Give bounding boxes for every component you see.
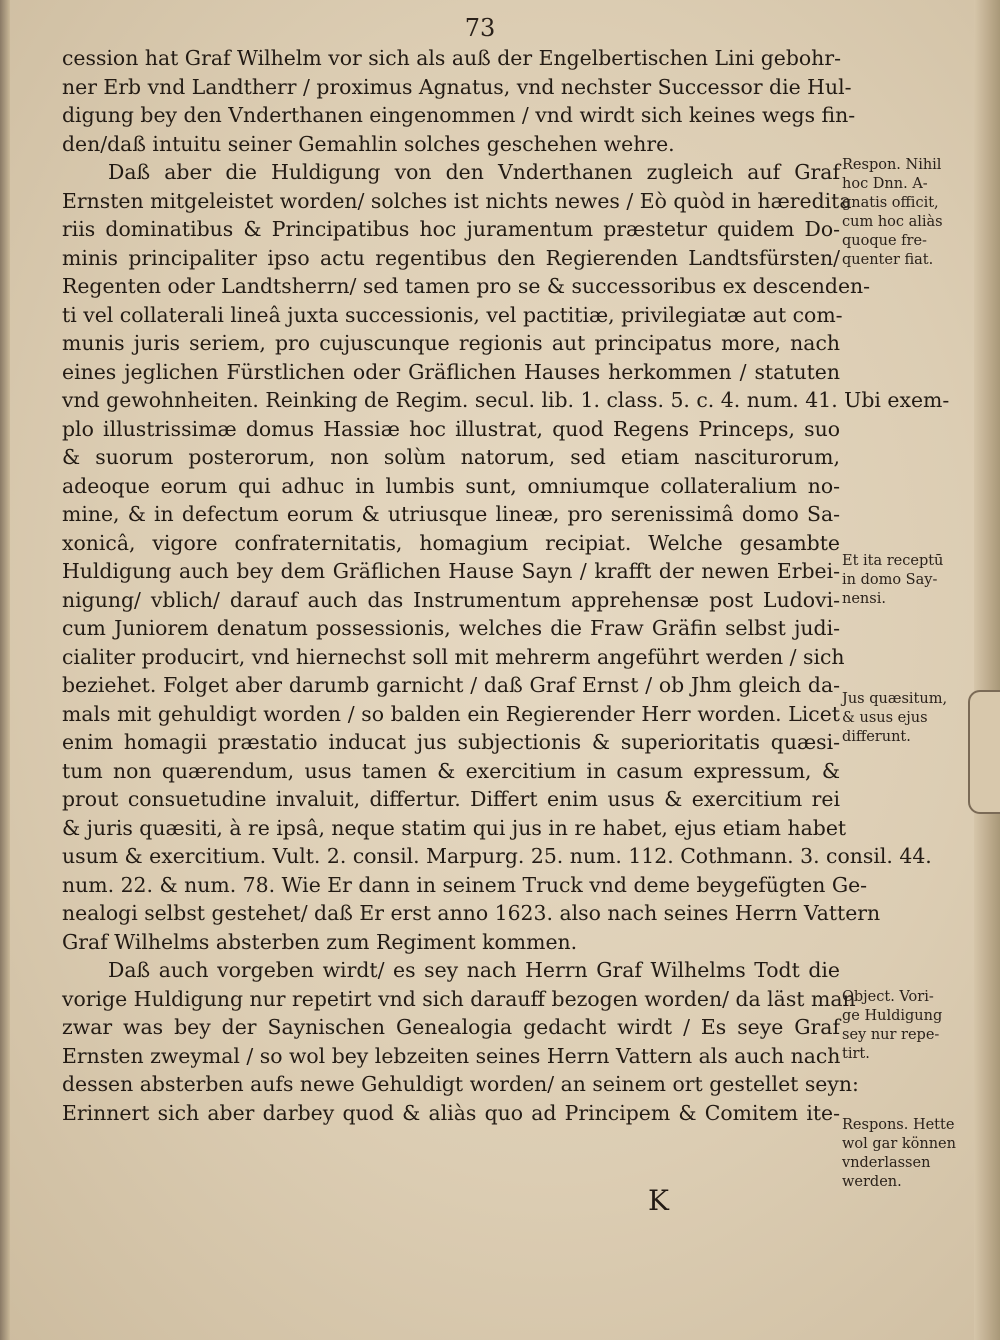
text-line: Regenten oder Landtsherrn/ sed tamen pro se & successoribus ex descenden-: [62, 274, 871, 298]
text-line: nealogi selbst gestehet/ daß Er erst anno 1623. also nach seines Herrn Vattern: [62, 901, 881, 925]
text-line: prout consuetudine invaluit, differtur. Differt enim usus & exercitium rei: [62, 787, 840, 811]
text-line: ner Erb vnd Landtherr / proximus Agnatus, vnd nechster Successor die Hul-: [62, 74, 852, 99]
text-line: zwar was bey der Saynischen Genealogia gedacht wirdt / Es seye Graf: [62, 1015, 840, 1039]
text-line: cialiter producirt, vnd hiernechst soll mit mehrerm angeführt werden / sich: [62, 644, 845, 669]
marginal-note-line: Jus quæsitum,: [842, 691, 948, 707]
text-line: mals mit gehuldigt worden / so balden ein Regierender Herr worden. Licet: [62, 701, 840, 726]
text-line: eines jeglichen Fürstlichen oder Gräflichen Hauses herkommen / statuten: [62, 359, 840, 384]
marginal-note-line: ge Huldigung: [842, 1008, 943, 1024]
page-gutter-shadow: [0, 0, 10, 1340]
marginal-note: [842, 1116, 970, 1192]
text-line: cession hat Graf Wilhelm vor sich als auß der Engelbertischen Lini gebohr-: [62, 46, 841, 70]
text-line: ti vel collaterali lineâ juxta successionis, vel pactitiæ, privilegiatæ aut com-: [62, 302, 843, 327]
marginal-note-line: quenter fiat.: [842, 252, 934, 268]
marginal-note-line: cum hoc aliàs: [842, 214, 943, 230]
page-fore-edge: [974, 0, 1000, 1340]
text-line: num. 22. & num. 78. Wie Er dann in seinem Truck vnd deme beygefügten Ge-: [62, 872, 868, 897]
text-line: Graf Wilhelms absterben zum Regiment kommen.: [62, 929, 578, 954]
catchword: K: [648, 1184, 669, 1217]
text-line: beziehet. Folget aber darumb garnicht / daß Graf Ernst / ob Jhm gleich da-: [62, 673, 840, 697]
text-line: tum non quærendum, usus tamen & exercitium in casum expressum, &: [62, 758, 840, 783]
text-line: den/daß intuitu seiner Gemahlin solches geschehen wehre.: [62, 131, 675, 156]
marginal-note: [842, 690, 970, 747]
marginal-note-line: sey nur repe-: [842, 1027, 940, 1043]
marginal-note-line: wol gar können: [842, 1136, 956, 1152]
marginal-note-line: tirt.: [842, 1046, 870, 1062]
marginal-note-line: Et ita receptū: [842, 553, 944, 569]
text-line: nigung/ vblich/ darauf auch das Instrumentum apprehensæ post Ludovi-: [62, 587, 840, 612]
marginal-note-line: werden.: [842, 1174, 902, 1190]
text-line: riis dominatibus & Principatibus hoc juramentum præstetur quidem Do-: [62, 217, 840, 241]
marginal-note-line: vnderlassen: [842, 1155, 931, 1171]
text-line: dessen absterben aufs newe Gehuldigt worden/ an seinem ort gestellet seyn:: [62, 1072, 859, 1096]
text-line: mine, & in defectum eorum & utriusque lineæ, pro serenissimâ domo Sa-: [62, 502, 840, 526]
text-line: cum Juniorem denatum possessionis, welches die Fraw Gräfin selbst judi-: [62, 616, 840, 640]
text-line: usum & exercitium. Vult. 2. consil. Marpurg. 25. num. 112. Cothmann. 3. consil. 44.: [62, 844, 932, 868]
text-line: adeoque eorum qui adhuc in lumbis sunt, omniumque collateralium no-: [62, 473, 840, 498]
text-line: & juris quæsiti, à re ipsâ, neque statim qui jus in re habet, ejus etiam habet: [62, 815, 847, 840]
text-line: Daß auch vorgeben wirdt/ es sey nach Herrn Graf Wilhelms Todt die: [108, 958, 840, 982]
text-line: vorige Huldigung nur repetirt vnd sich darauff bezogen worden/ da läst man: [62, 986, 856, 1011]
text-line: digung bey den Vnderthanen eingenommen / vnd wirdt sich keines wegs fin-: [62, 103, 856, 127]
marginal-note-line: differunt.: [842, 729, 911, 745]
marginal-note-line: gnatis officit,: [842, 195, 939, 211]
text-line: Huldigung auch bey dem Gräflichen Hause Sayn / krafft der newen Erbei-: [62, 559, 840, 583]
text-line: enim homagii præstatio inducat jus subjectionis & superioritatis quæsi-: [62, 730, 840, 754]
marginal-note: [842, 156, 970, 270]
marginal-note-line: & usus ejus: [842, 710, 928, 726]
text-line: munis juris seriem, pro cujuscunque regionis aut principatus more, nach: [62, 331, 840, 355]
page-tab-mark: [968, 690, 1000, 814]
marginal-note-line: nensi.: [842, 591, 886, 607]
text-line: & suorum posterorum, non solùm natorum, sed etiam nasciturorum,: [62, 445, 840, 469]
marginal-note-line: hoc Dnn. A-: [842, 176, 928, 192]
text-line: vnd gewohnheiten. Reinking de Regim. secul. lib. 1. class. 5. c. 4. num. 41. Ubi exem-: [62, 388, 950, 412]
marginal-note-line: quoque fre-: [842, 233, 927, 249]
text-line: plo illustrissimæ domus Hassiæ hoc illustrat, quod Regens Princeps, suo: [62, 416, 840, 441]
text-line: minis principaliter ipso actu regentibus den Regierenden Landtsfürsten/: [62, 245, 840, 270]
text-line: Ernsten zweymal / so wol bey lebzeiten seines Herrn Vattern als auch nach: [62, 1043, 841, 1068]
text-line: Ernsten mitgeleistet worden/ solches ist nichts newes / Eò quòd in hæredita: [62, 188, 852, 213]
marginal-note-line: Respons. Hette: [842, 1117, 955, 1133]
page-number: 73: [464, 14, 496, 42]
marginal-note-line: in domo Say-: [842, 572, 938, 588]
marginal-note-line: Respon. Nihil: [842, 157, 942, 173]
marginal-note-line: Object. Vori-: [842, 989, 934, 1005]
marginal-note: [842, 988, 970, 1064]
text-line: xonicâ, vigore confraternitatis, homagium recipiat. Welche gesambte: [62, 530, 840, 555]
text-line: Daß aber die Huldigung von den Vnderthanen zugleich auf Graf: [108, 160, 840, 184]
marginal-note: [842, 552, 970, 609]
text-line: Erinnert sich aber darbey quod & aliàs quo ad Principem & Comitem ite-: [62, 1100, 840, 1125]
